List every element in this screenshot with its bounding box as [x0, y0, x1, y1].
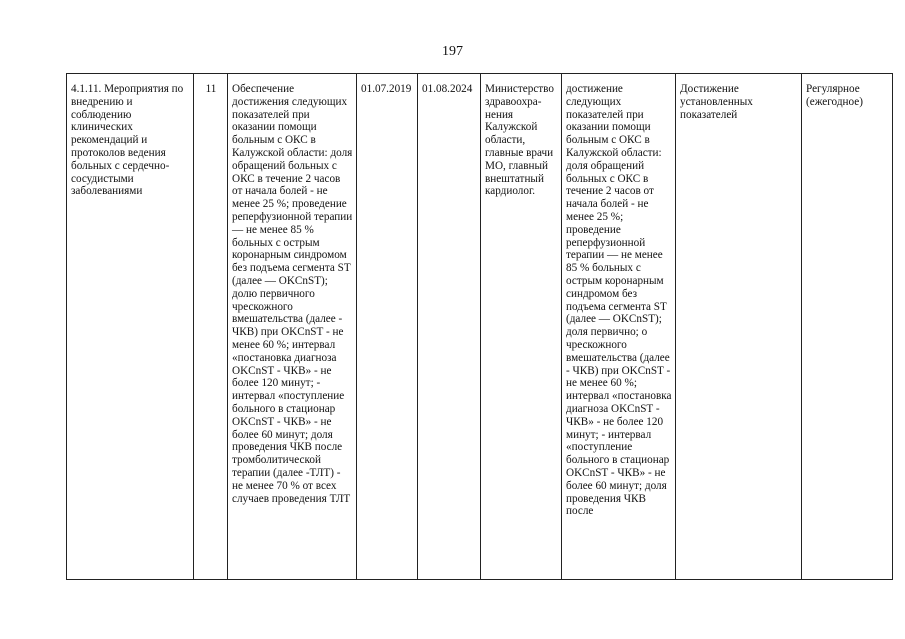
- end-date-cell: 01.08.2024: [418, 74, 481, 580]
- page-number: 197: [442, 44, 463, 59]
- frequency-cell: Регулярное (ежегодное): [802, 74, 893, 580]
- indicator-cell: Достижение установленных показателей: [676, 74, 802, 580]
- plan-table: [66, 73, 893, 580]
- result-cell: достижение следующих показателей при оказании помощи больным с ОКС в Калужской области: доля обращений больных с ОКС в течение 2 часов от начала болей - не менее 25 %; проведение реперфузионной терапии — не менее 85 % больных с острым коронарным синдромом без подъема сегмента ST (далее — OKCnST); доля первично; о чрескожного вмешательства (далее - ЧКВ) при OKCnST - не менее 60 %; интервал «постановка диагноза OKCnST - ЧКВ» - не более 120 минут; - интервал «поступление больного в стационар OKCnST - ЧКВ» - не более 60 минут; доля проведения ЧКВ после: [562, 74, 676, 580]
- number-cell: 11: [194, 74, 228, 580]
- activity-cell: 4.1.11. Мероприятия по внедрению и соблюдению клинических рекомендаций и протоколов ведения больных с сердечно-сосудистыми заболеваниями: [67, 74, 194, 580]
- description-cell: Обеспечение достижения следующих показателей при оказании помощи больным с ОКС в Калужской области: доля обращений больных с ОКС в течение 2 часов от начала болей - не менее 25 %; проведение реперфузионной терапии — не менее 85 % больных с острым коронарным синдромом без подъема сегмента ST (далее — OKCnST); долю первичного чрескожного вмешательства (далее - ЧКВ) при OKCnST - не менее 60 %; интервал «постановка диагноза OKCnST - ЧКВ» - не более 120 минут; - интервал «поступление больного в стационар OKCnST - ЧКВ» - не более 60 минут; доля проведения ЧКВ после тромболитической терапии (далее -ТЛТ) - не менее 70 % от всех случаев проведения ТЛТ: [228, 74, 357, 580]
- table-row: [67, 74, 893, 580]
- start-date-cell: 01.07.2019: [357, 74, 418, 580]
- responsible-cell: Министерство здравоохра-нения Калужской области, главные врачи МО, главный внештатный кардиолог.: [481, 74, 562, 580]
